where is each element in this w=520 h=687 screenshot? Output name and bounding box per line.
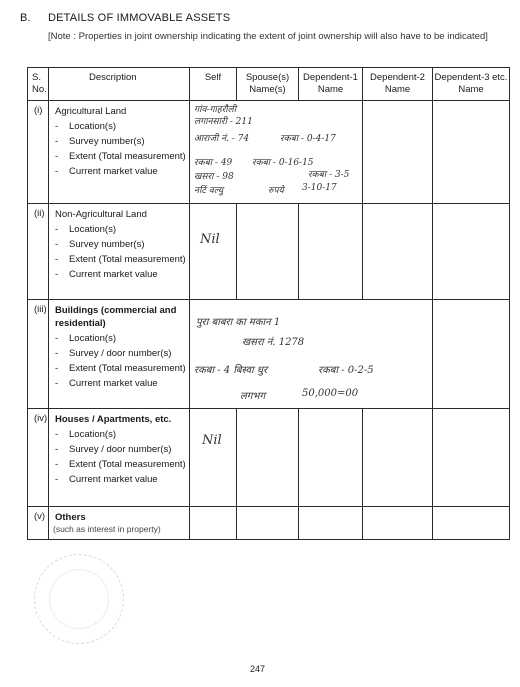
- dependent-3-cell: [433, 409, 510, 507]
- header-dependent-1: Dependent-1 Name: [299, 68, 363, 101]
- handwritten-entry: पुरा बाबरा का मकान 1: [196, 317, 281, 328]
- row-sno: (i): [28, 101, 49, 204]
- handwritten-entry: रुपये: [268, 186, 284, 196]
- handwritten-entry: खसरा नं. 1278: [242, 337, 305, 348]
- dependent-3-cell: [433, 300, 510, 409]
- dependent-3-cell: [433, 507, 510, 540]
- row-title: Others: [55, 512, 86, 523]
- row-description: [49, 300, 190, 409]
- list-item: - Extent (Total measurement): [53, 151, 189, 163]
- row-description: [49, 101, 190, 204]
- handwritten-entry: रकबा - 0-2-5: [318, 365, 374, 376]
- dependent-2-cell: [363, 507, 433, 540]
- list-item: - Current market value: [53, 474, 189, 486]
- spouse-cell: [237, 409, 299, 507]
- spouse-cell: [237, 204, 299, 300]
- row-description: [49, 409, 190, 507]
- handwritten-entry: रकबा - 0-16-15: [252, 158, 314, 168]
- header-spouse: Spouse(s) Name(s): [237, 68, 299, 101]
- row-description: [49, 507, 190, 540]
- row-note: (such as interest in property): [53, 524, 161, 534]
- list-item: - Survey number(s): [53, 239, 189, 251]
- header-dependent-2: Dependent-2 Name: [363, 68, 433, 101]
- table-row: [28, 204, 510, 300]
- header-description: Description: [49, 68, 190, 101]
- handwritten-entry: Nil: [202, 433, 222, 448]
- handwritten-entry: रकबा - 49: [194, 158, 233, 168]
- handwritten-entry: लगानसारी - 211: [194, 117, 253, 127]
- dependent-1-cell: [299, 204, 363, 300]
- row-sno: (ii): [28, 204, 49, 300]
- dependent-3-cell: [433, 101, 510, 204]
- row-title: Buildings (commercial and residential): [55, 305, 177, 329]
- dependent-2-cell: [363, 409, 433, 507]
- header-self: Self: [190, 68, 237, 101]
- self-cell: [190, 204, 237, 300]
- list-item: - Survey number(s): [53, 136, 189, 148]
- handwritten-entry: Nil: [200, 232, 220, 247]
- table-header-row: [28, 68, 510, 101]
- list-item: - Current market value: [53, 378, 189, 390]
- dependent-2-cell: [363, 204, 433, 300]
- self-cell: [190, 507, 237, 540]
- row-title: Agricultural Land: [55, 106, 127, 117]
- row-title: Houses / Apartments, etc.: [55, 414, 172, 425]
- list-item: - Location(s): [53, 121, 189, 133]
- handwritten-entry: रकबा - 4 बिस्वा धुर: [194, 365, 268, 376]
- handwritten-entry: खसरा - 98: [194, 172, 234, 182]
- dependent-1-cell: [299, 507, 363, 540]
- page-number: 247: [250, 664, 266, 674]
- dependent-3-cell: [433, 204, 510, 300]
- handwritten-entry: रकबा - 0-4-17: [280, 134, 336, 144]
- list-item: - Location(s): [53, 224, 189, 236]
- dependent-2-cell: [363, 101, 433, 204]
- section-letter: B.: [20, 12, 31, 24]
- header-sno: S. No.: [28, 68, 49, 101]
- handwritten-entry: नटिं वल्यु: [194, 186, 224, 196]
- handwritten-entry: 50,000=00: [302, 388, 359, 399]
- table-row: [28, 409, 510, 507]
- row-sno: (iv): [28, 409, 49, 507]
- list-item: - Survey / door number(s): [53, 348, 189, 360]
- table-row: [28, 300, 510, 409]
- list-item: - Survey / door number(s): [53, 444, 189, 456]
- dependent-1-cell: [299, 409, 363, 507]
- handwritten-entries-agricultural: [190, 101, 363, 204]
- handwritten-entry: रकबा - 3-5: [308, 170, 350, 180]
- list-item: - Extent (Total measurement): [53, 363, 189, 375]
- spouse-cell: [237, 507, 299, 540]
- list-item: - Location(s): [53, 429, 189, 441]
- table-row: [28, 101, 510, 204]
- handwritten-entry: 3-10-17: [302, 183, 337, 193]
- table-row: [28, 507, 510, 540]
- row-sno: (v): [28, 507, 49, 540]
- list-item: - Extent (Total measurement): [53, 459, 189, 471]
- faded-stamp: [34, 554, 124, 644]
- handwritten-entry: लगभग: [240, 391, 266, 402]
- self-cell: [190, 409, 237, 507]
- section-note: [Note : Properties in joint ownership indicating the extent of joint ownership will also have to be indicated]: [48, 31, 488, 42]
- handwritten-entry: आराजी नं. - 74: [194, 134, 250, 144]
- row-title: Non-Agricultural Land: [55, 209, 147, 220]
- immovable-assets-table: [27, 67, 510, 540]
- handwritten-entries-buildings: [190, 300, 433, 409]
- section-title: DETAILS OF IMMOVABLE ASSETS: [48, 12, 231, 24]
- row-sno: (iii): [28, 300, 49, 409]
- list-item: - Current market value: [53, 166, 189, 178]
- handwritten-entry: गांव-गाहरौली: [194, 105, 237, 115]
- row-description: [49, 204, 190, 300]
- list-item: - Location(s): [53, 333, 189, 345]
- list-item: - Current market value: [53, 269, 189, 281]
- header-dependent-3: Dependent-3 etc. Name: [433, 68, 510, 101]
- list-item: - Extent (Total measurement): [53, 254, 189, 266]
